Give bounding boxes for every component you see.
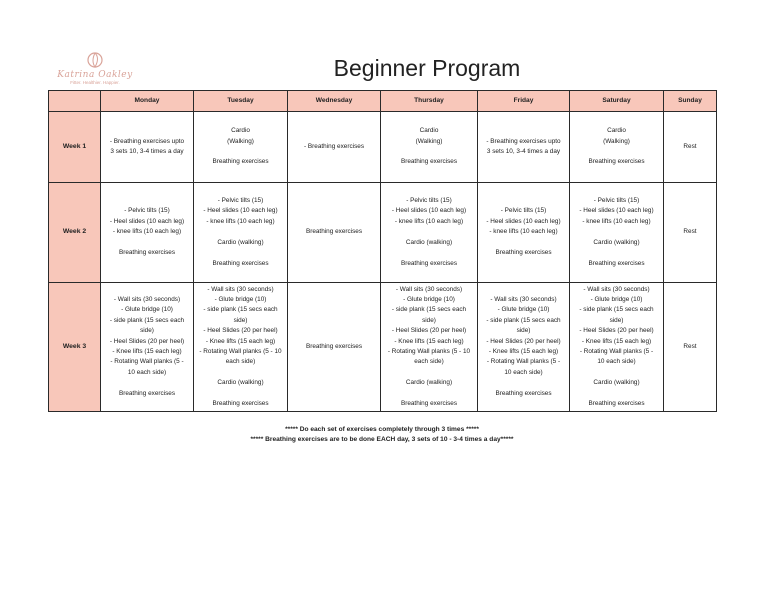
table-row — [49, 183, 717, 283]
table-cell: - Pelvic tilts (15) - Heel slides (10 each leg) - knee lifts (10 each leg) Cardio (walking) Breathing exercises — [194, 183, 288, 283]
table-cell: - Pelvic tilts (15) - Heel slides (10 each leg) - knee lifts (10 each leg) Breathing exercises — [101, 183, 194, 283]
table-cell: - Wall sits (30 seconds) - Glute bridge (10) - side plank (15 secs each side) - Heel Slides (20 per heel) - Knee lifts (15 each leg) - Rotating Wall planks (5 - 10 each side) Breathing exercises — [101, 283, 194, 412]
table-cell: Rest — [664, 183, 717, 283]
table-cell: - Wall sits (30 seconds) - Glute bridge (10) - side plank (15 secs each side) - Heel Slides (20 per heel) - Knee lifts (15 each leg) - Rotating Wall planks (5 - 10 each side) Breathing exercises — [478, 283, 570, 412]
header-row — [49, 91, 717, 112]
header-tuesday: Tuesday — [194, 91, 288, 112]
week-label: Week 3 — [49, 283, 101, 412]
page-title: Beginner Program — [333, 55, 521, 81]
table-cell: Cardio (Walking) Breathing exercises — [381, 112, 478, 183]
header-wednesday: Wednesday — [288, 91, 381, 112]
schedule-table — [48, 90, 717, 412]
table-cell: - Breathing exercises — [288, 112, 381, 183]
header-saturday: Saturday — [570, 91, 664, 112]
table-cell: - Wall sits (30 seconds) - Glute bridge (10) - side plank (15 secs each side) - Heel Slides (20 per heel) - Knee lifts (15 each leg) - Rotating Wall planks (5 - 10 each side) Cardio (walking) Breathing exercises — [381, 283, 478, 412]
header-friday: Friday — [478, 91, 570, 112]
logo-name: Katrina Oakley — [57, 70, 133, 80]
table-cell: Breathing exercises — [288, 283, 381, 412]
logo-tagline: Fitter. Healthier. Happier. — [70, 80, 120, 85]
table-row — [49, 283, 717, 412]
table-cell: Breathing exercises — [288, 183, 381, 283]
table-row — [49, 112, 717, 183]
footnote: ***** Breathing exercises are to be done EACH day, 3 sets of 10 - 3-4 times a day***** — [250, 435, 514, 443]
table-cell: - Pelvic tilts (15) - Heel slides (10 each leg) - knee lifts (10 each leg) Cardio (walking) Breathing exercises — [381, 183, 478, 283]
table-cell: Cardio (Walking) Breathing exercises — [194, 112, 288, 183]
table-cell: - Breathing exercises upto 3 sets 10, 3-4 times a day — [101, 112, 194, 183]
table-cell: - Breathing exercises upto 3 sets 10, 3-4 times a day — [478, 112, 570, 183]
week-label: Week 1 — [49, 112, 101, 183]
header-thursday: Thursday — [381, 91, 478, 112]
header-sunday: Sunday — [664, 91, 717, 112]
table-cell: Cardio (Walking) Breathing exercises — [570, 112, 664, 183]
footnotes — [48, 425, 716, 444]
table-cell: - Wall sits (30 seconds) - Glute bridge (10) - side plank (15 secs each side) - Heel Slides (20 per heel) - Knee lifts (15 each leg) - Rotating Wall planks (5 - 10 each side) Cardio (walking) Breathing exercises — [570, 283, 664, 412]
table-cell: Rest — [664, 283, 717, 412]
table-cell: - Wall sits (30 seconds) - Glute bridge (10) - side plank (15 secs each side) - Heel Slides (20 per heel) - Knee lifts (15 each leg) - Rotating Wall planks (5 - 10 each side) Cardio (walking) Breathing exercises — [194, 283, 288, 412]
logo-mark-icon — [84, 50, 106, 70]
header-corner — [49, 91, 101, 112]
table-cell: - Pelvic tilts (15) - Heel slides (10 each leg) - knee lifts (10 each leg) Breathing exercises — [478, 183, 570, 283]
header-monday: Monday — [101, 91, 194, 112]
week-label: Week 2 — [49, 183, 101, 283]
footnote: ***** Do each set of exercises completely through 3 times ***** — [285, 426, 479, 433]
table-cell: - Pelvic tilts (15) - Heel slides (10 each leg) - knee lifts (10 each leg) Cardio (walking) Breathing exercises — [570, 183, 664, 283]
table-cell: Rest — [664, 112, 717, 183]
